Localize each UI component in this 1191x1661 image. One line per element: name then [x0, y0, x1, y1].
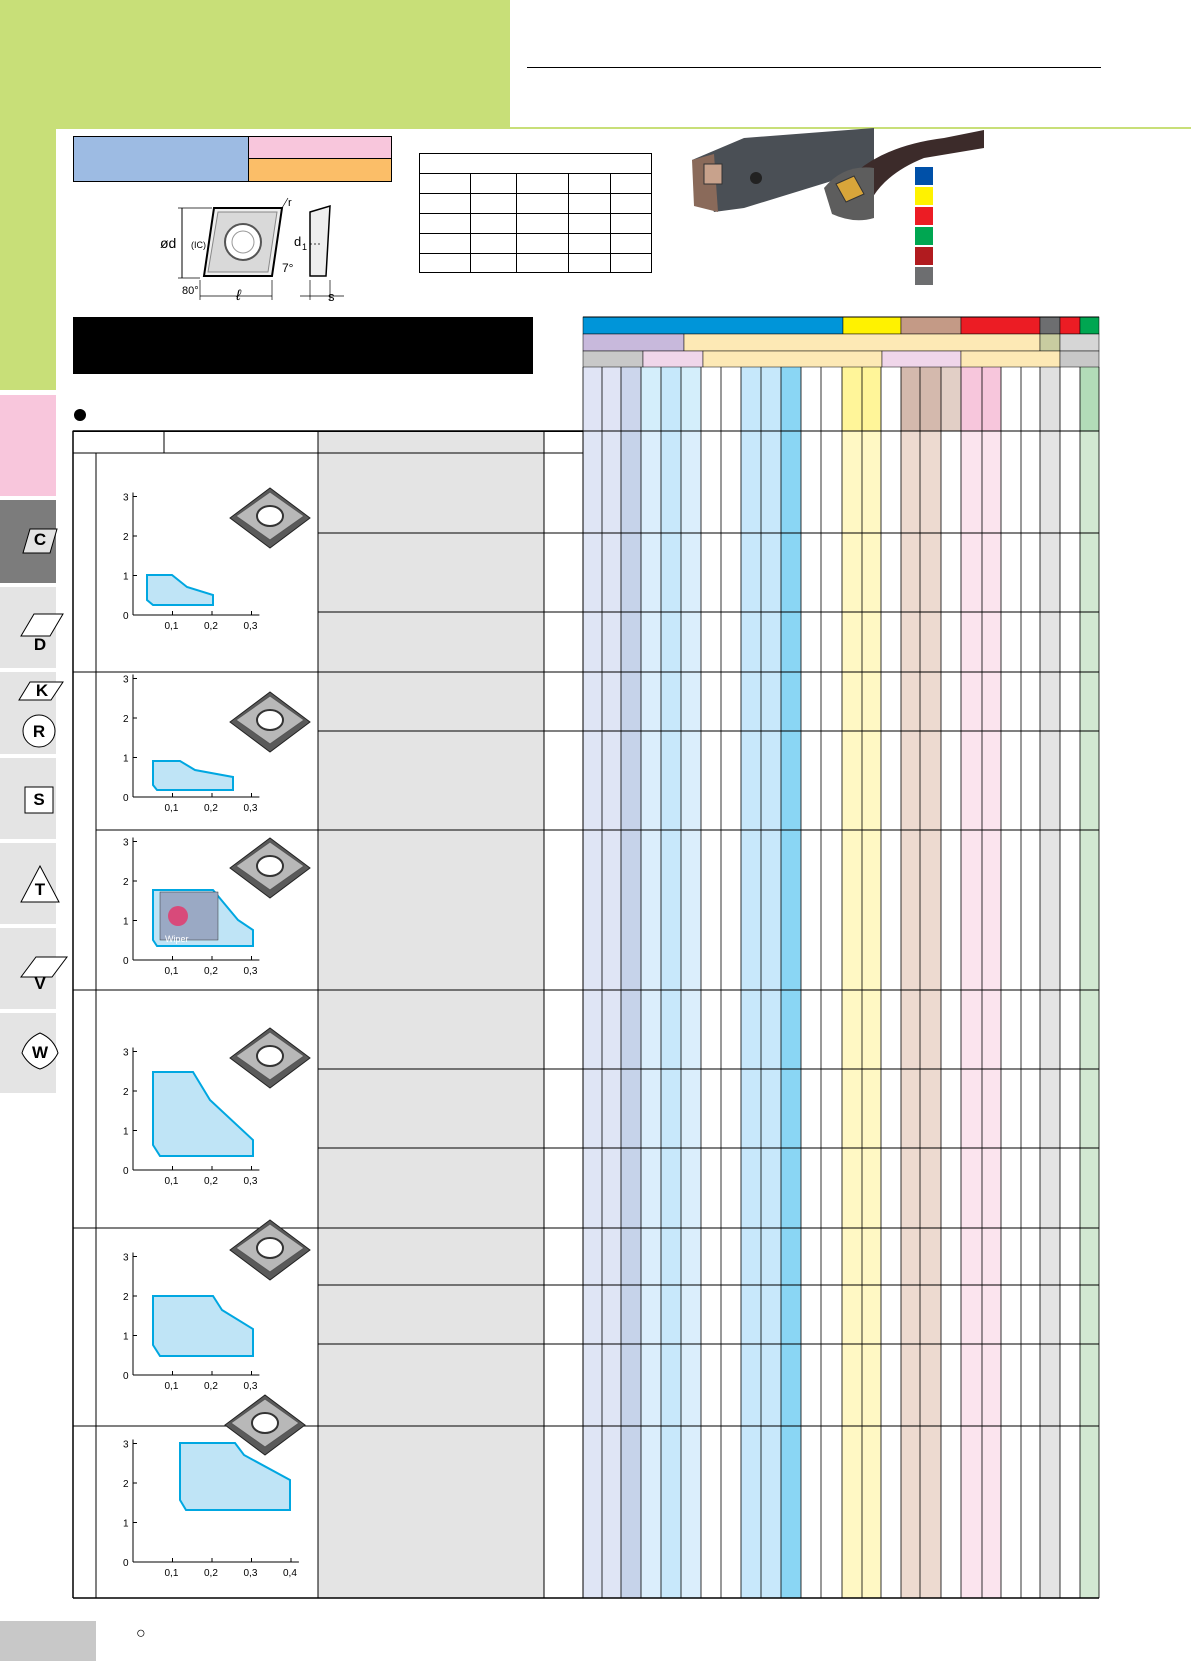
- subcategory-header: [961, 351, 1060, 367]
- chart-y-tick-label: 1: [123, 1518, 129, 1530]
- grade-column-header: [1080, 367, 1099, 431]
- subcategory-header: [643, 351, 703, 367]
- description-cell: [318, 1148, 544, 1228]
- insert-photo-hole: [257, 1046, 283, 1066]
- chart-x-tick-label: 0,3: [243, 1381, 258, 1392]
- grade-column-header: [721, 367, 741, 431]
- chart-y-tick-label: 3: [123, 1047, 129, 1059]
- category-header: [1060, 334, 1099, 351]
- tab-label-T: T: [34, 880, 46, 899]
- chart-y-tick-label: 1: [123, 916, 129, 928]
- grade-column-header: [621, 367, 641, 431]
- chart-x-tick-label: 0,1: [164, 1381, 179, 1392]
- chart-x-tick-label: 0,2: [204, 1568, 218, 1579]
- grade-column-header: [920, 367, 941, 431]
- grade-column: [621, 431, 641, 1598]
- grade-column: [583, 431, 602, 1598]
- chart-y-tick-label: 0: [123, 1371, 129, 1382]
- description-cell: [318, 1228, 544, 1285]
- grade-column: [982, 431, 1001, 1598]
- chart-y-tick-label: 1: [123, 753, 129, 765]
- chart-x-tick-label: 0,2: [204, 966, 218, 977]
- chart-y-tick-label: 1: [123, 1331, 129, 1343]
- chart-y-tick-label: 0: [123, 1166, 129, 1177]
- angle-7-label: 7°: [282, 261, 294, 275]
- grade-column: [862, 431, 881, 1598]
- grade-column: [1001, 431, 1021, 1598]
- tab-label-D: D: [33, 635, 47, 654]
- description-cell: [318, 1426, 544, 1598]
- grade-column: [1040, 431, 1060, 1598]
- chart-y-tick-label: 0: [123, 611, 129, 622]
- grade-column: [781, 431, 801, 1598]
- grade-column-header: [961, 367, 982, 431]
- chart-x-tick-label: 0,3: [243, 803, 258, 814]
- grade-column: [602, 431, 621, 1598]
- grade-column: [901, 431, 920, 1598]
- wiper-label: Wiper: [165, 934, 189, 944]
- chart-x-tick-label: 0,3: [243, 966, 258, 977]
- chart-x-tick-label: 0,4: [283, 1568, 297, 1579]
- grade-column-header: [661, 367, 681, 431]
- subcategory-header: [1060, 351, 1099, 367]
- dim-d1-sub: 1: [302, 242, 308, 252]
- category-header: [583, 334, 684, 351]
- grade-column: [881, 431, 901, 1598]
- grade-column-header: [901, 367, 920, 431]
- chart-x-tick-label: 0,1: [164, 966, 179, 977]
- chart-y-tick-label: 2: [123, 532, 129, 543]
- grade-column-header: [741, 367, 761, 431]
- material-group-header: [1080, 317, 1099, 334]
- subcategory-header: [882, 351, 961, 367]
- insert-photo-hole: [252, 1413, 278, 1433]
- description-cell: [318, 431, 544, 533]
- application-area: [147, 575, 213, 605]
- grade-column-header: [821, 367, 842, 431]
- grade-column-header: [1040, 367, 1060, 431]
- grade-column: [1021, 431, 1040, 1598]
- chart-x-tick-label: 0,1: [164, 1176, 179, 1187]
- description-cell: [318, 731, 544, 830]
- material-group-header: [1060, 317, 1080, 334]
- chart-x-tick-label: 0,2: [204, 803, 218, 814]
- chart-y-tick-label: 2: [123, 1292, 129, 1303]
- grade-column-header: [982, 367, 1001, 431]
- grade-column: [941, 431, 961, 1598]
- grade-column: [1060, 431, 1080, 1598]
- dim-r-label: r: [288, 197, 292, 209]
- grade-column: [681, 431, 701, 1598]
- grade-column-header: [681, 367, 701, 431]
- grade-column-header: [701, 367, 721, 431]
- grade-column: [741, 431, 761, 1598]
- grade-column-header: [1060, 367, 1080, 431]
- grade-column: [761, 431, 781, 1598]
- grade-column: [821, 431, 842, 1598]
- insert-photo-hole: [257, 506, 283, 526]
- chart-y-tick-label: 0: [123, 793, 129, 804]
- grade-column: [721, 431, 741, 1598]
- grade-column-header: [1001, 367, 1021, 431]
- chart-x-tick-label: 0,1: [164, 621, 179, 632]
- grade-column: [641, 431, 661, 1598]
- application-area: [153, 1296, 253, 1356]
- application-area: [180, 1443, 290, 1510]
- chart-x-tick-label: 0,1: [164, 1568, 179, 1579]
- description-cell: [318, 1285, 544, 1344]
- description-cell: [318, 990, 544, 1069]
- application-area: [153, 761, 233, 790]
- chart-x-tick-label: 0,2: [204, 621, 218, 632]
- grade-column-header: [842, 367, 862, 431]
- dim-s-label: s: [328, 289, 335, 304]
- description-cell: [318, 533, 544, 612]
- grade-column-header: [881, 367, 901, 431]
- chart-x-tick-label: 0,3: [243, 1568, 258, 1579]
- tab-label-S: S: [33, 790, 45, 809]
- description-cell: [318, 1344, 544, 1426]
- grade-column-header: [1021, 367, 1040, 431]
- chart-y-tick-label: 3: [123, 1252, 129, 1264]
- category-header: [1040, 334, 1060, 351]
- chart-y-tick-label: 2: [123, 1087, 129, 1098]
- chart-y-tick-label: 2: [123, 714, 129, 725]
- chart-x-tick-label: 0,2: [204, 1176, 218, 1187]
- chart-y-tick-label: 3: [123, 492, 129, 504]
- grade-column-header: [761, 367, 781, 431]
- insert-photo-hole: [257, 710, 283, 730]
- chart-y-tick-label: 3: [123, 674, 129, 686]
- material-group-header: [901, 317, 961, 334]
- material-group-header: [583, 317, 843, 334]
- grade-column-header: [781, 367, 801, 431]
- category-header: [684, 334, 1040, 351]
- grade-column-header: [602, 367, 621, 431]
- dim-ic-label: (IC): [191, 240, 206, 250]
- tab-label-R: R: [32, 722, 46, 741]
- grade-column-header: [862, 367, 881, 431]
- chart-y-tick-label: 0: [123, 1558, 129, 1569]
- grade-column: [701, 431, 721, 1598]
- grade-column: [1080, 431, 1099, 1598]
- tab-label-V: V: [34, 974, 46, 993]
- tab-label-C: C: [33, 530, 47, 549]
- wiper-illustration-mark: [168, 906, 188, 926]
- chart-y-tick-label: 0: [123, 956, 129, 967]
- material-group-header: [961, 317, 1040, 334]
- chart-y-tick-label: 2: [123, 1479, 129, 1490]
- subcategory-header: [703, 351, 882, 367]
- chart-x-tick-label: 0,1: [164, 803, 179, 814]
- grade-column-header: [941, 367, 961, 431]
- insert-photo-hole: [257, 856, 283, 876]
- chart-y-tick-label: 3: [123, 1439, 129, 1451]
- angle-80-label: 80°: [182, 285, 199, 297]
- dim-d-label: ød: [160, 235, 177, 251]
- grade-column: [801, 431, 821, 1598]
- subcategory-header: [583, 351, 643, 367]
- tab-label-K: K: [35, 681, 49, 700]
- grade-column: [961, 431, 982, 1598]
- chart-y-tick-label: 3: [123, 837, 129, 849]
- grade-column-header: [801, 367, 821, 431]
- grade-column-header: [641, 367, 661, 431]
- footer-page-tab: [0, 1621, 96, 1661]
- grade-column: [842, 431, 862, 1598]
- material-group-header: [843, 317, 901, 334]
- chart-y-tick-label: 1: [123, 1126, 129, 1138]
- chart-x-tick-label: 0,3: [243, 621, 258, 632]
- chart-y-tick-label: 2: [123, 877, 129, 888]
- dim-d1-label: d: [294, 234, 302, 249]
- description-cell: [318, 672, 544, 731]
- chart-x-tick-label: 0,3: [243, 1176, 258, 1187]
- grade-column: [920, 431, 941, 1598]
- material-group-header: [1040, 317, 1060, 334]
- description-cell: [318, 1069, 544, 1148]
- grade-column-header: [583, 367, 602, 431]
- footer-circle-mark: ○: [136, 1625, 146, 1642]
- chart-y-tick-label: 1: [123, 571, 129, 583]
- description-cell: [318, 830, 544, 990]
- application-area: [153, 1072, 253, 1156]
- description-cell: [318, 612, 544, 672]
- tab-label-W: W: [31, 1043, 49, 1062]
- dim-l-label: ℓ: [236, 287, 241, 304]
- insert-photo-hole: [257, 1238, 283, 1258]
- grade-column: [661, 431, 681, 1598]
- chart-x-tick-label: 0,2: [204, 1381, 218, 1392]
